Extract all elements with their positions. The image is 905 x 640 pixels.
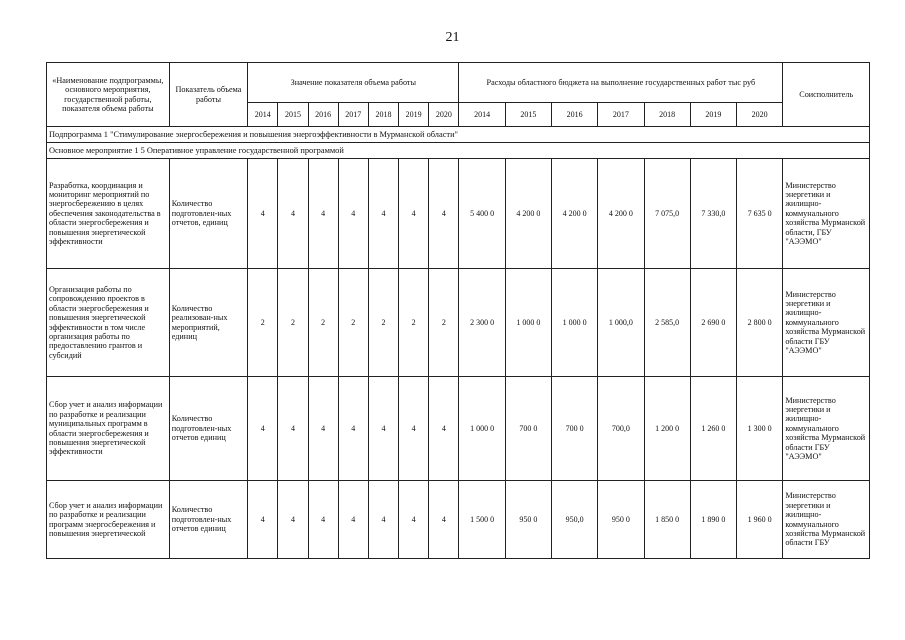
cost-cell: 700,0 — [598, 377, 644, 481]
cost-cell: 1 000,0 — [598, 269, 644, 377]
cost-cell: 5 400 0 — [459, 159, 505, 269]
program-table — [46, 62, 870, 559]
header-cost-year: 2017 — [598, 103, 644, 127]
work-name-text: Сбор учет и анализ информации по разработке и реализации программ энергосбережения и повышения энергетической — [49, 500, 163, 538]
cost-cell: 1 200 0 — [644, 377, 690, 481]
work-name: Сбор учет и анализ информации по разработке и реализации муниципальных программ в области энергосбережения и повышения энергетической эффективности — [47, 377, 170, 481]
value-cell: 4 — [399, 159, 429, 269]
work-name: Организация работы по сопровождению проектов в области энергосбережения и повышения энергетической эффективности в том числе организация работы по предоставлению грантов и субсидий — [47, 269, 170, 377]
subprogram-row: Подпрограмма 1 "Стимулирование энергосбережения и повышения энергоэффективности в Мурманской области" — [47, 127, 870, 143]
value-cell: 4 — [248, 159, 278, 269]
cost-cell: 2 800 0 — [737, 269, 783, 377]
cost-cell: 1 850 0 — [644, 481, 690, 559]
cost-cell: 2 300 0 — [459, 269, 505, 377]
value-cell: 4 — [429, 481, 459, 559]
value-cell: 2 — [429, 269, 459, 377]
header-cost-year: 2015 — [505, 103, 551, 127]
header-value-year: 2014 — [248, 103, 278, 127]
header-values-group: Значение показателя объема работы — [248, 63, 459, 103]
value-cell: 2 — [248, 269, 278, 377]
value-cell: 4 — [429, 377, 459, 481]
indicator-name: Количество подготовлен-ных отчетов, единиц — [169, 159, 247, 269]
header-indicator: Показатель объема работы — [169, 63, 247, 127]
cost-cell: 700 0 — [505, 377, 551, 481]
value-cell: 2 — [308, 269, 338, 377]
cost-cell: 4 200 0 — [598, 159, 644, 269]
executor-text: Министерство энергетики и жилищно-коммунального хозяйства Мурманской области ГБУ — [785, 491, 866, 548]
value-cell: 4 — [338, 377, 368, 481]
cost-cell: 7 330,0 — [690, 159, 736, 269]
cost-cell: 950 0 — [598, 481, 644, 559]
value-cell: 4 — [429, 159, 459, 269]
executor-cell: Министерство энергетики и жилищно-коммунального хозяйства Мурманской области ГБУ "АЭЭМО" — [783, 269, 870, 377]
work-name: Разработка, координация и мониторинг мероприятий по энергосбережению в целях обеспечения законодательства в области энергосбережения и повышения энергетической эффективности — [47, 159, 170, 269]
cost-cell: 950,0 — [551, 481, 597, 559]
value-cell: 4 — [368, 481, 398, 559]
value-cell: 4 — [248, 481, 278, 559]
value-cell: 2 — [368, 269, 398, 377]
header-value-year: 2018 — [368, 103, 398, 127]
header-value-year: 2016 — [308, 103, 338, 127]
value-cell: 2 — [278, 269, 308, 377]
cost-cell: 1 960 0 — [737, 481, 783, 559]
header-cost-year: 2019 — [690, 103, 736, 127]
header-expenses-group: Расходы областного бюджета на выполнение государственных работ тыс руб — [459, 63, 783, 103]
indicator-name: Количество подготовлен-ных отчетов единиц — [169, 377, 247, 481]
page-number: 21 — [445, 30, 460, 45]
value-cell: 4 — [368, 377, 398, 481]
header-value-year: 2017 — [338, 103, 368, 127]
cost-cell: 1 300 0 — [737, 377, 783, 481]
cost-cell: 7 075,0 — [644, 159, 690, 269]
value-cell: 4 — [278, 481, 308, 559]
value-cell: 4 — [308, 481, 338, 559]
cost-cell: 4 200 0 — [551, 159, 597, 269]
indicator-name: Количество подготовлен-ных отчетов единиц — [169, 481, 247, 559]
header-executor: Соисполнитель — [783, 63, 870, 127]
cost-cell: 950 0 — [505, 481, 551, 559]
value-cell: 4 — [308, 159, 338, 269]
header-name: «Наименование подпрограммы, основного мероприятия, государственной работы, показателя объема работы — [47, 63, 170, 127]
cost-cell: 1 000 0 — [459, 377, 505, 481]
indicator-name: Количество реализован-ных мероприятий, единиц — [169, 269, 247, 377]
header-value-year: 2019 — [399, 103, 429, 127]
header-value-year: 2020 — [429, 103, 459, 127]
value-cell: 2 — [399, 269, 429, 377]
executor-cell: Министерство энергетики и жилищно-коммунального хозяйства Мурманской области, ГБУ "АЭЭМО" — [783, 159, 870, 269]
cost-cell: 700 0 — [551, 377, 597, 481]
work-name — [47, 481, 170, 559]
table-row — [47, 377, 870, 481]
header-cost-year: 2014 — [459, 103, 505, 127]
value-cell: 4 — [368, 159, 398, 269]
executor-cell — [783, 481, 870, 559]
value-cell: 4 — [338, 481, 368, 559]
cost-cell: 1 000 0 — [551, 269, 597, 377]
activity-row: Основное мероприятие 1 5 Оперативное управление государственной программой — [47, 143, 870, 159]
cost-cell: 4 200 0 — [505, 159, 551, 269]
value-cell: 4 — [308, 377, 338, 481]
table-row — [47, 159, 870, 269]
table-row — [47, 269, 870, 377]
value-cell: 4 — [248, 377, 278, 481]
cost-cell: 1 000 0 — [505, 269, 551, 377]
header-cost-year: 2016 — [551, 103, 597, 127]
header-cost-year: 2018 — [644, 103, 690, 127]
cost-cell: 2 585,0 — [644, 269, 690, 377]
value-cell: 4 — [399, 481, 429, 559]
value-cell: 4 — [399, 377, 429, 481]
header-value-year: 2015 — [278, 103, 308, 127]
cost-cell: 1 500 0 — [459, 481, 505, 559]
cost-cell: 2 690 0 — [690, 269, 736, 377]
executor-cell: Министерство энергетики и жилищно-коммунального хозяйства Мурманской области ГБУ "АЭЭМО" — [783, 377, 870, 481]
value-cell: 4 — [338, 159, 368, 269]
value-cell: 2 — [338, 269, 368, 377]
value-cell: 4 — [278, 159, 308, 269]
value-cell: 4 — [278, 377, 308, 481]
cost-cell: 7 635 0 — [737, 159, 783, 269]
table-row — [47, 481, 870, 559]
cost-cell: 1 260 0 — [690, 377, 736, 481]
cost-cell: 1 890 0 — [690, 481, 736, 559]
header-cost-year: 2020 — [737, 103, 783, 127]
